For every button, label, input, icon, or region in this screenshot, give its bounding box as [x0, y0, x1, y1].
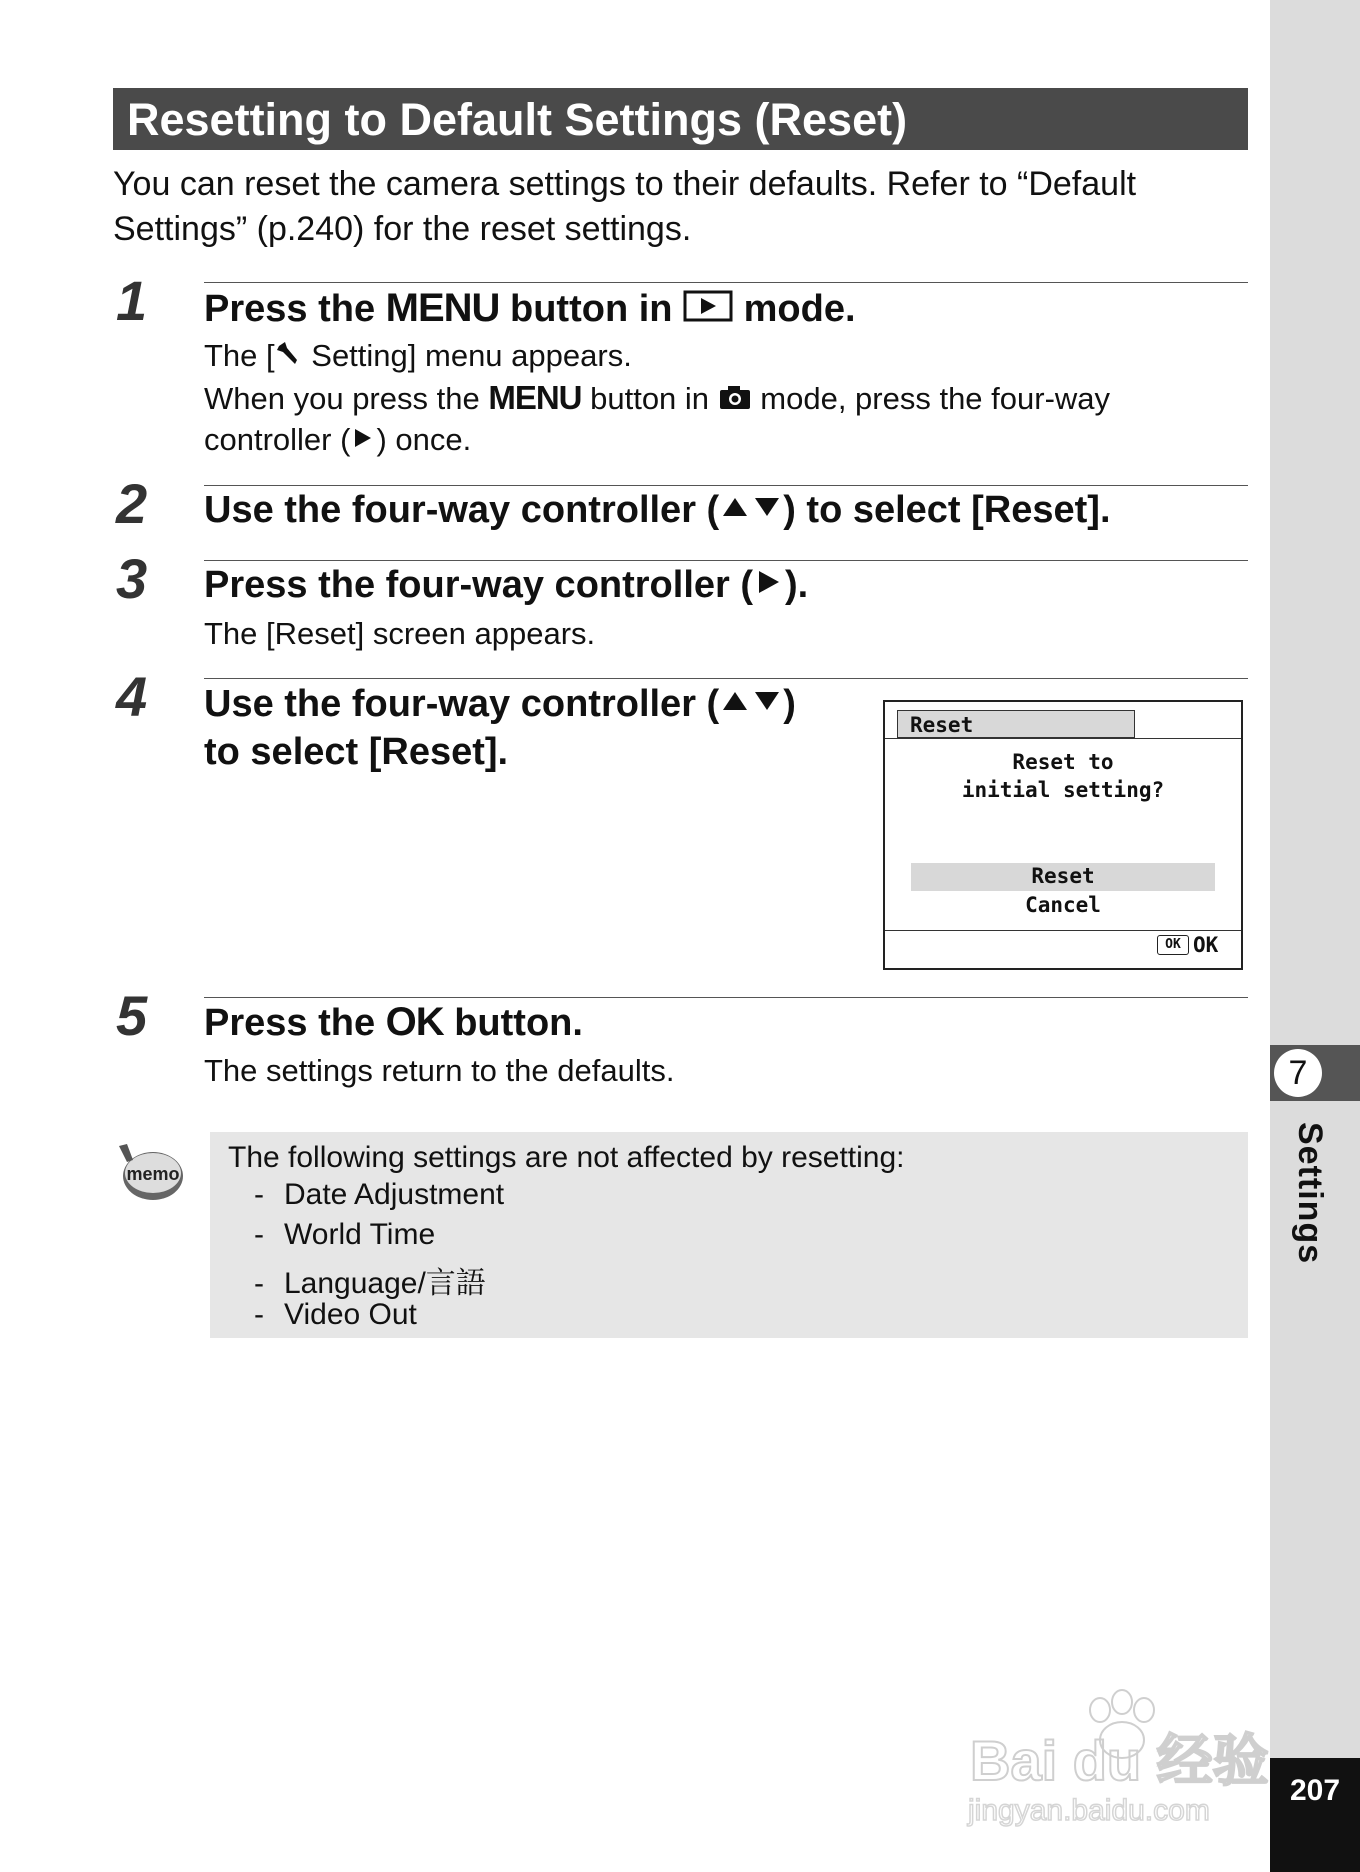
camera-icon	[718, 380, 752, 422]
chapter-number: 7	[1274, 1049, 1322, 1097]
step-2-heading-part: ) to select [Reset].	[783, 489, 1111, 531]
step-1-body-text: The [	[204, 338, 275, 373]
step-4-heading-part: Use the four-way controller (	[204, 683, 720, 725]
step-4-heading-line-2: to select [Reset].	[204, 731, 509, 773]
step-1-body-text: When you press the	[204, 381, 489, 416]
step-3-heading-part: ).	[785, 564, 809, 606]
list-dash: -	[254, 1298, 264, 1331]
screen-divider	[885, 930, 1241, 931]
baidu-watermark	[960, 1680, 1280, 1830]
step-5-heading-part: button.	[443, 1002, 583, 1044]
step-1-heading-part: button in	[499, 288, 684, 330]
intro-line-1: You can reset the camera settings to their defaults. Refer to “Default	[113, 165, 1137, 203]
memo-item-text: Video Out	[284, 1298, 417, 1331]
intro-paragraph	[113, 162, 1248, 252]
screen-option-cancel: Cancel	[1025, 893, 1101, 917]
ok-button-label: OK	[385, 1000, 444, 1044]
step-1-heading	[204, 286, 856, 333]
step-4-number: 4	[116, 665, 148, 728]
step-1-body-line-3	[204, 419, 471, 463]
screen-tab	[897, 710, 1135, 738]
screen-divider	[885, 738, 1241, 739]
step-5-number: 5	[116, 984, 148, 1047]
step-5-rule	[204, 997, 1248, 998]
step-1-rule	[204, 282, 1248, 283]
step-2-heading-part: Use the four-way controller (	[204, 489, 720, 531]
step-1-body-text: ) once.	[376, 422, 472, 457]
step-1-number: 1	[116, 269, 148, 332]
step-3-heading-part: Press the four-way controller (	[204, 564, 754, 606]
page-number: 207	[1270, 1758, 1360, 1872]
screen-tab-label: Reset	[910, 713, 974, 737]
up-down-arrows-icon	[719, 490, 783, 534]
screen-message	[885, 748, 1241, 804]
step-1-body-line-1	[204, 335, 632, 379]
step-3-heading	[204, 564, 808, 609]
memo-list-item	[254, 1178, 504, 1212]
chapter-label: Settings	[1291, 1122, 1329, 1265]
menu-button-label: MENU	[488, 379, 582, 416]
wrench-icon	[275, 337, 303, 379]
step-1-body-text: Setting] menu appears.	[302, 338, 632, 373]
screen-option-reset: Reset	[1031, 864, 1095, 888]
memo-list-item	[254, 1218, 435, 1252]
step-2-heading	[204, 489, 1111, 534]
memo-item-text: Date Adjustment	[284, 1178, 505, 1211]
step-1-body-text: mode, press the four-way	[751, 381, 1111, 416]
memo-list-item	[254, 1258, 486, 1302]
step-1-heading-part: mode.	[733, 288, 856, 330]
screen-message-line-1: Reset to	[1012, 750, 1114, 774]
chapter-sidebar	[1270, 0, 1360, 1872]
memo-icon	[113, 1140, 185, 1204]
ok-key-icon: OK	[1157, 935, 1189, 955]
step-4-rule	[204, 678, 1248, 679]
section-title: Resetting to Default Settings (Reset)	[127, 94, 908, 145]
list-dash: -	[254, 1218, 264, 1251]
list-dash: -	[254, 1267, 264, 1300]
right-arrow-icon	[350, 421, 376, 463]
watermark-line-2: jingyan.baidu.com	[968, 1794, 1210, 1827]
step-4-heading-line-1	[204, 683, 796, 728]
step-1-body-text: controller (	[204, 422, 351, 457]
memo-intro: The following settings are not affected by resetting:	[228, 1141, 905, 1174]
intro-line-2: Settings” (p.240) for the reset settings.	[113, 210, 692, 248]
memo-item-text: World Time	[284, 1218, 436, 1251]
menu-button-label: MENU	[385, 286, 500, 330]
step-3-body: The [Reset] screen appears.	[204, 616, 596, 651]
step-2-rule	[204, 485, 1248, 486]
step-5-heading-part: Press the	[204, 1002, 386, 1044]
screen-ok-label: OK	[1193, 933, 1219, 957]
chapter-tab	[1270, 1045, 1360, 1101]
reset-screen-illustration	[883, 700, 1243, 970]
step-1-body-line-2	[204, 377, 1110, 422]
memo-item-text: Language/言語	[284, 1267, 486, 1300]
up-down-arrows-icon	[719, 684, 783, 728]
screen-message-line-2: initial setting?	[961, 778, 1165, 802]
memo-icon-label: memo	[126, 1164, 180, 1184]
step-4-heading-part: )	[783, 683, 796, 725]
memo-list-item	[254, 1298, 417, 1332]
step-1-heading-part: Press the	[204, 288, 386, 330]
right-arrow-icon	[753, 565, 785, 609]
step-2-number: 2	[116, 472, 148, 535]
memo-box	[210, 1132, 1248, 1338]
step-5-heading	[204, 1000, 583, 1045]
watermark-line-1: Bai du 经验	[970, 1729, 1269, 1792]
section-title-bar	[113, 88, 1248, 150]
step-3-number: 3	[116, 547, 148, 610]
step-5-body: The settings return to the defaults.	[204, 1053, 675, 1088]
playback-mode-icon	[683, 289, 733, 333]
step-1-body-text: button in	[581, 381, 718, 416]
list-dash: -	[254, 1178, 264, 1211]
step-3-rule	[204, 560, 1248, 561]
